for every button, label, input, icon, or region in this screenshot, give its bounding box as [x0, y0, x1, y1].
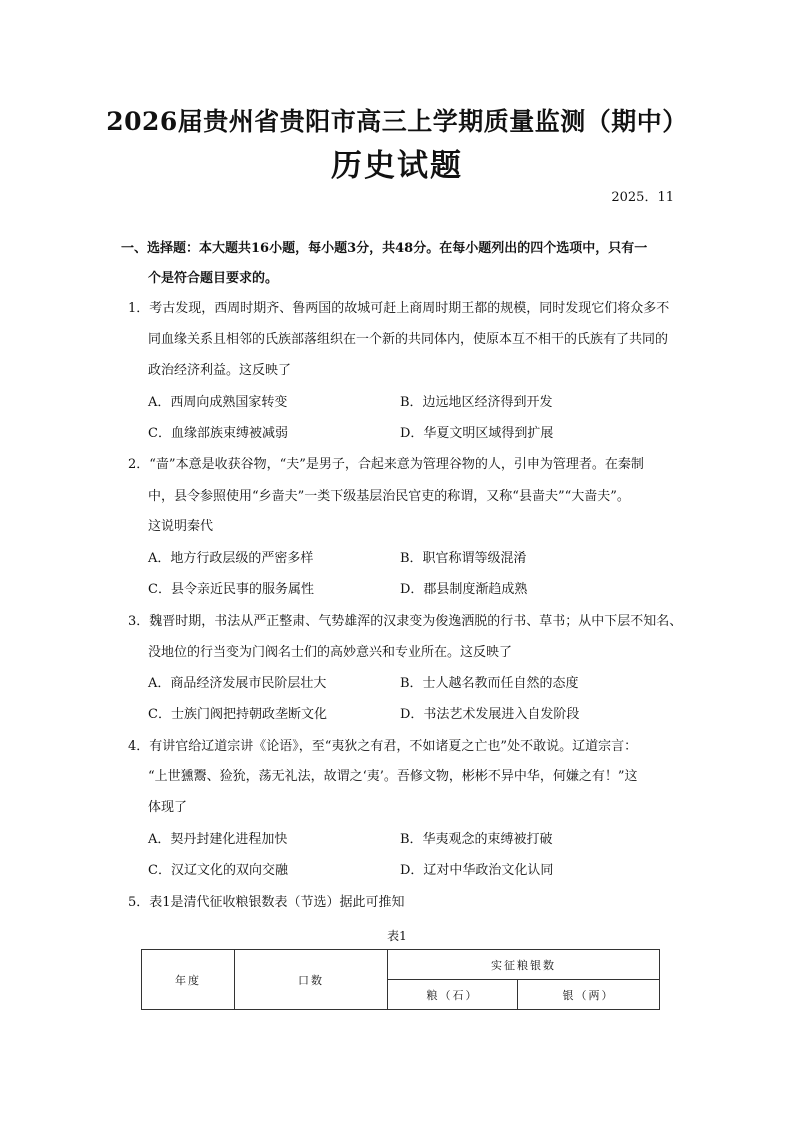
grain-silver-table [141, 949, 660, 1010]
section-instruction-line-2: 个是符合题目要求的。 [148, 271, 279, 286]
exam-title: 2026届贵州省贵阳市高三上学期质量监测（期中） [106, 107, 688, 136]
q4-option-d: D．辽对中华政治文化认同 [400, 863, 554, 878]
q4-option-c: C．汉辽文化的双向交融 [148, 863, 288, 878]
table-header-year: 年度 [142, 950, 235, 1010]
q3-line-1: 3．魏晋时期，书法从严正整肃、气势雄浑的汉隶变为俊逸洒脱的行书、草书；从中下层不知名、 [128, 614, 683, 629]
q4-option-a: A．契丹封建化进程加快 [148, 832, 288, 847]
q1-option-d: D．华夏文明区域得到扩展 [400, 426, 554, 441]
q5-line-1: 5．表1是清代征收粮银数表（节选）据此可推知 [128, 895, 405, 910]
q3-option-d: D．书法艺术发展进入自发阶段 [400, 707, 580, 722]
q1-line-2: 同血缘关系且相邻的氏族部落组织在一个新的共同体内，使原本互不相干的氏族有了共同的 [148, 332, 669, 347]
q1-option-a: A．西周向成熟国家转变 [148, 395, 288, 410]
q3-option-b: B．士人越名教而任自然的态度 [400, 676, 579, 691]
q3-option-c: C．士族门阀把持朝政垄断文化 [148, 707, 327, 722]
table-caption: 表1 [387, 929, 407, 943]
q3-line-2: 没地位的行当变为门阀名士们的高妙意兴和专业所在。这反映了 [148, 645, 513, 660]
table-header-grain: 粮（石） [388, 980, 518, 1010]
q4-option-b: B．华夷观念的束缚被打破 [400, 832, 553, 847]
q2-option-a: A．地方行政层级的严密多样 [148, 551, 314, 566]
q4-line-3: 体现了 [148, 800, 188, 815]
q4-line-2: “上世獯鬻、猃狁，荡无礼法，故谓之‘夷’。吾修文物，彬彬不异中华，何嫌之有！”这 [148, 769, 638, 784]
q1-option-b: B．边远地区经济得到开发 [400, 395, 553, 410]
table-header-silver: 银（两） [518, 980, 660, 1010]
q1-option-c: C．血缘部族束缚被减弱 [148, 426, 288, 441]
table-header-households: 口数 [235, 950, 388, 1010]
q4-line-1: 4．有讲官给辽道宗讲《论语》，至“夷狄之有君，不如诸夏之亡也”处不敢说。辽道宗言： [128, 739, 638, 754]
q2-line-2: 中，县令参照使用“乡啬夫”一类下级基层治民官吏的称谓，又称“县啬夫”“大啬夫”。 [148, 489, 630, 504]
q3-option-a: A．商品经济发展市民阶层壮大 [148, 676, 327, 691]
q1-line-1: 1．考古发现，西周时期齐、鲁两国的故城可赶上商周时期王都的规模，同时发现它们将众多不 [128, 301, 670, 316]
q2-line-3: 这说明秦代 [148, 519, 214, 534]
q1-line-3: 政治经济利益。这反映了 [148, 363, 292, 378]
exam-subtitle: 历史试题 [331, 148, 463, 184]
exam-date: 2025．11 [611, 190, 674, 205]
section-instruction-line-1: 一、选择题：本大题共16小题，每小题3分，共48分。在每小题列出的四个选项中，只有一 [121, 241, 648, 256]
q2-option-c: C．县令亲近民事的服务属性 [148, 582, 314, 597]
q2-option-d: D．郡县制度渐趋成熟 [400, 582, 528, 597]
table-header-actual: 实征粮银数 [388, 950, 660, 980]
q2-option-b: B．职官称谓等级混淆 [400, 551, 527, 566]
q2-line-1: 2．“啬”本意是收获谷物，“夫”是男子，合起来意为管理谷物的人，引申为管理者。在秦制 [128, 457, 644, 472]
